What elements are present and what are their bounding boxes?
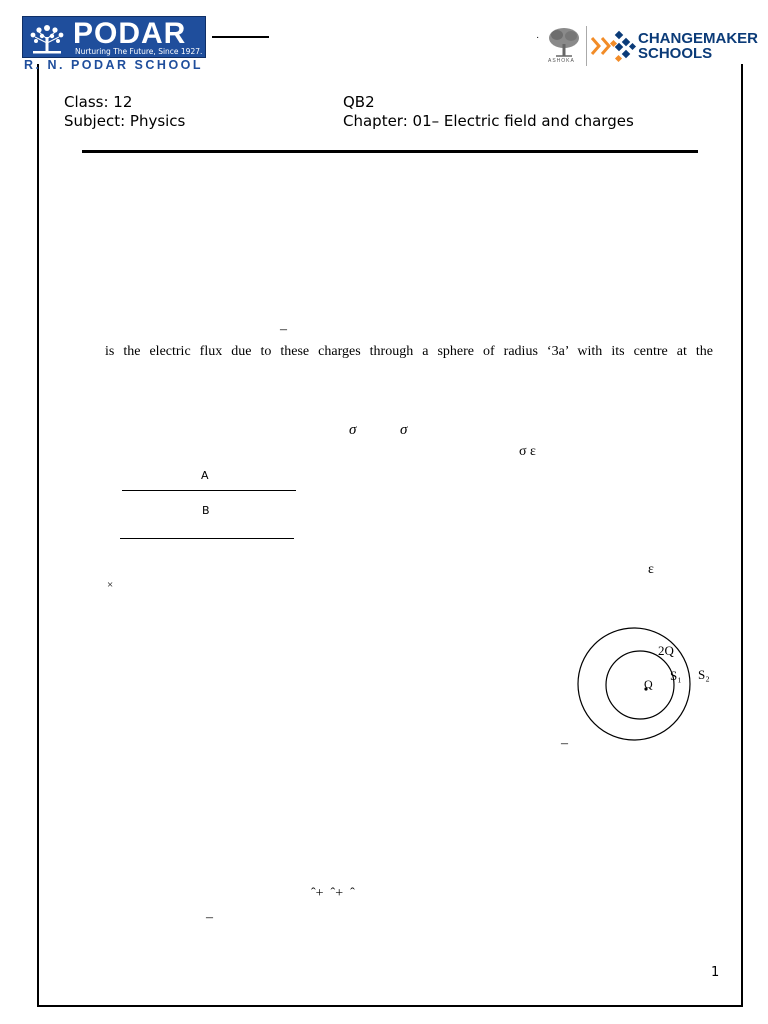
dash-fragment-2: – bbox=[561, 736, 568, 751]
tree-icon bbox=[25, 19, 69, 57]
sigma-symbol-2: σ bbox=[400, 422, 408, 438]
charge-2q-label: 2Q bbox=[658, 643, 674, 658]
schools-text: SCHOOLS bbox=[638, 45, 713, 62]
plate-a-label: A bbox=[201, 469, 209, 482]
changemaker-logo bbox=[536, 26, 758, 70]
question-bank-label: QB2 bbox=[343, 93, 375, 111]
epsilon-symbol: ε bbox=[648, 562, 654, 577]
changemaker-text: CHANGEMAKER bbox=[638, 30, 758, 47]
plate-b-line bbox=[120, 538, 294, 539]
times-symbol: × bbox=[107, 579, 114, 591]
sigma-epsilon-text: σ ε bbox=[519, 444, 536, 459]
header-rule bbox=[82, 150, 698, 153]
school-name: R. N. PODAR SCHOOL bbox=[24, 58, 204, 72]
chapter-label: Chapter: 01– Electric field and charges bbox=[343, 112, 634, 130]
ashoka-tree-icon bbox=[546, 26, 582, 60]
surface-s1-label: S₁ bbox=[670, 668, 682, 683]
dash-fragment: – bbox=[280, 322, 287, 337]
logo-divider bbox=[586, 26, 587, 66]
dash-fragment-3: – bbox=[206, 910, 213, 925]
header-divider bbox=[212, 36, 269, 38]
podar-logo-box bbox=[22, 16, 206, 58]
surface-s1-circle bbox=[606, 651, 674, 719]
gaussian-surfaces-figure bbox=[574, 620, 724, 770]
podar-tagline: Nurturing The Future, Since 1927. bbox=[75, 47, 203, 56]
page-number: 1 bbox=[711, 965, 720, 980]
class-label: Class: 12 bbox=[64, 93, 133, 111]
ashoka-label: ASHOKA bbox=[548, 58, 575, 64]
subject-label: Subject: Physics bbox=[64, 112, 186, 130]
unit-vector-hats: ˆ+ ˆ+ ˆ bbox=[311, 886, 355, 901]
flux-question-text: is the electric flux due to these charges through a sphere of radius ‘3a’ with its centre at the bbox=[105, 344, 713, 359]
podar-logo bbox=[22, 16, 208, 76]
surface-s2-label: S₂ bbox=[698, 667, 710, 682]
logo-dot: · bbox=[536, 32, 540, 43]
page-border bbox=[37, 64, 743, 1007]
sigma-symbol: σ bbox=[349, 422, 357, 438]
plate-a-line bbox=[122, 490, 296, 491]
chevron-arrows-icon bbox=[590, 28, 638, 64]
podar-brand-text: PODAR bbox=[73, 17, 187, 50]
plate-b-label: B bbox=[202, 504, 210, 517]
charge-q-label: Q bbox=[644, 677, 653, 691]
